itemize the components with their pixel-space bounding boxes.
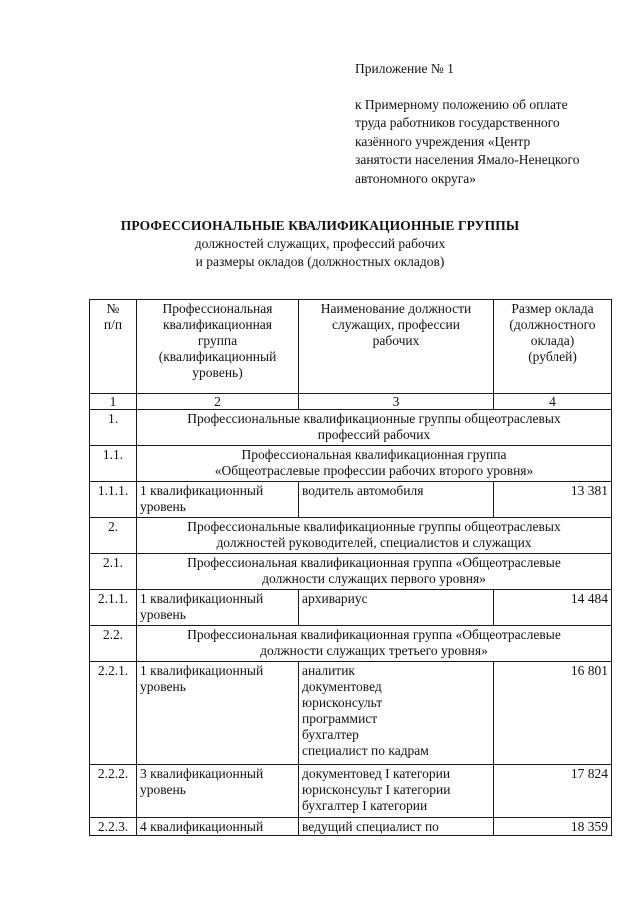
row-number: 2.2.1. (90, 662, 137, 765)
row-number: 2.2. (90, 626, 137, 662)
header-position: Наименование должности служащих, профессии рабочих (299, 300, 494, 394)
row-number: 2.1.1. (90, 590, 137, 626)
row-number: 2.2.3. (90, 818, 137, 836)
table-row (90, 626, 612, 662)
table-row (90, 590, 612, 626)
group-title: Профессиональная квалификационная группа «Общеотраслевые должности служащих третьего уровня» (137, 626, 612, 662)
position-list: водитель автомобиля (299, 482, 494, 518)
row-number: 2.2.2. (90, 765, 137, 818)
heading-title: ПРОФЕССИОНАЛЬНЫЕ КВАЛИФИКАЦИОННЫЕ ГРУППЫ (120, 218, 520, 233)
header-salary: Размер оклада (должностного оклада) (рублей) (494, 300, 612, 394)
salary-value: 17 824 (494, 765, 612, 818)
table-row (90, 410, 612, 446)
index-cell: 4 (494, 394, 612, 410)
group-title: Профессиональная квалификационная группа «Общеотраслевые профессии рабочих второго уровня» (137, 446, 612, 482)
qualification-level: 1 квалификационный уровень (137, 662, 299, 765)
table-row (90, 446, 612, 482)
index-cell: 3 (299, 394, 494, 410)
qualification-level: 4 квалификационный (137, 818, 299, 836)
qualification-level: 1 квалификационный уровень (137, 482, 299, 518)
table-row (90, 482, 612, 518)
table-row (90, 518, 612, 554)
header-number: № п/п (90, 300, 137, 394)
heading-line-2: должностей служащих, профессий рабочих (194, 236, 446, 251)
salary-value: 18 359 (494, 818, 612, 836)
salary-value: 16 801 (494, 662, 612, 765)
heading-line-3: и размеры окладов (должностных окладов) (195, 254, 445, 269)
position-list: ведущий специалист по (299, 818, 494, 836)
salary-value: 13 381 (494, 482, 612, 518)
qualification-level: 1 квалификационный уровень (137, 590, 299, 626)
row-number: 2.1. (90, 554, 137, 590)
qualification-table (89, 299, 612, 836)
row-number: 2. (90, 518, 137, 554)
row-number: 1.1.1. (90, 482, 137, 518)
position-list: архивариус (299, 590, 494, 626)
group-title: Профессиональные квалификационные группы общеотраслевых должностей руководителей, специалистов и служащих (137, 518, 612, 554)
index-cell: 2 (137, 394, 299, 410)
row-number: 1.1. (90, 446, 137, 482)
header-group: Профессиональная квалификационная группа (квалификационный уровень) (137, 300, 299, 394)
position-list: аналитик документовед юрисконсульт программист бухгалтер специалист по кадрам (299, 662, 494, 765)
table-row (90, 554, 612, 590)
document-heading (100, 217, 540, 271)
appendix-number: Приложение № 1 (355, 61, 454, 76)
salary-value: 14 484 (494, 590, 612, 626)
group-title: Профессиональная квалификационная группа «Общеотраслевые должности служащих первого уровня» (137, 554, 612, 590)
index-cell: 1 (90, 394, 137, 410)
qualification-level: 3 квалификационный уровень (137, 765, 299, 818)
appendix-reference: к Примерному положению об оплате труда работников государственного казённого учреждения «Центр занятости населения Ямало-Ненецкого автономного округа» (355, 96, 580, 186)
table-row (90, 662, 612, 765)
table-header-row (90, 300, 612, 394)
table-row (90, 765, 612, 818)
row-number: 1. (90, 410, 137, 446)
group-title: Профессиональные квалификационные группы общеотраслевых профессий рабочих (137, 410, 612, 446)
table-index-row (90, 394, 612, 410)
appendix-block (355, 60, 625, 188)
table-row (90, 818, 612, 836)
position-list: документовед I категории юрисконсульт I категории бухгалтер I категории (299, 765, 494, 818)
